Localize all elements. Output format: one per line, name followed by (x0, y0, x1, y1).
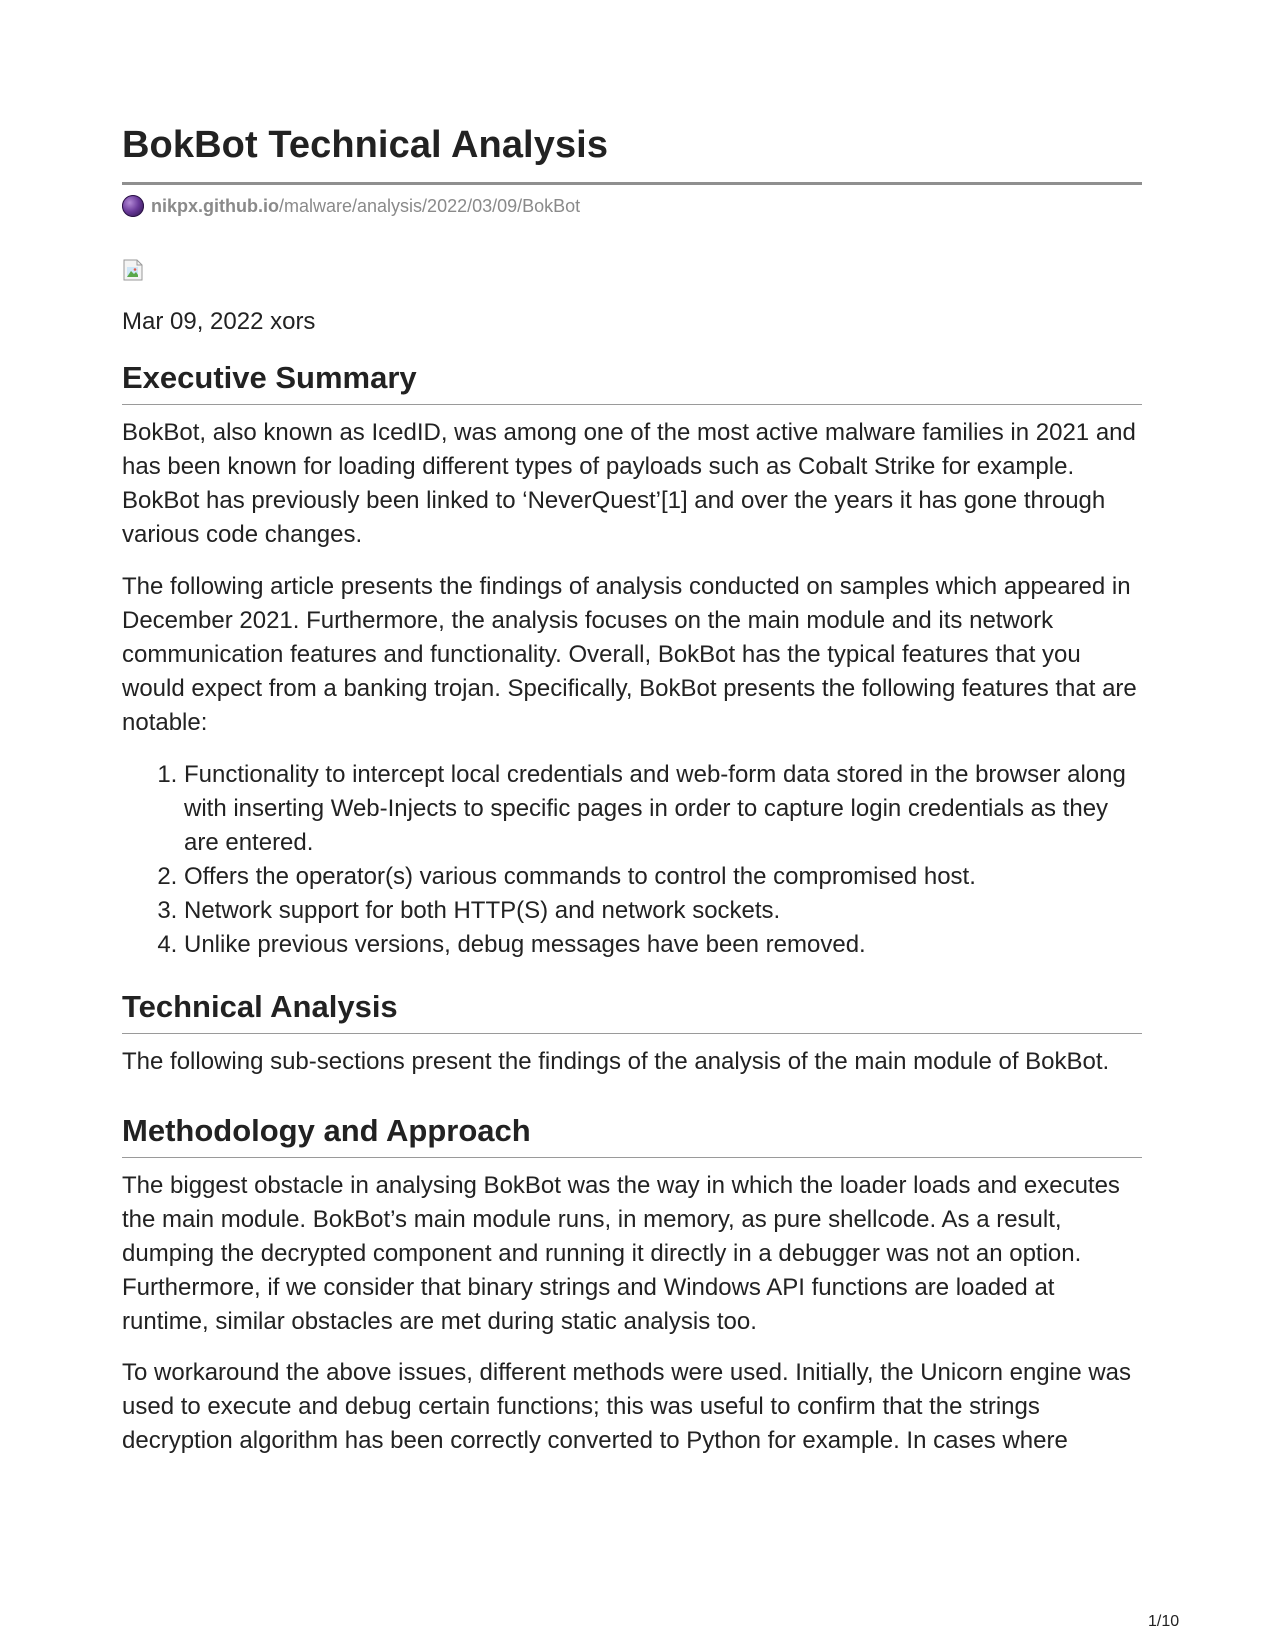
source-link[interactable] (122, 194, 580, 218)
list-item: 1. Functionality to intercept local credentials and web-form data stored in the browser along with inserting Web-Injects to specific pages in order to capture login credentials as they are entered. (184, 758, 1142, 860)
heading-methodology: Methodology and Approach (122, 1113, 531, 1148)
page-number: 1/10 (1148, 1613, 1180, 1630)
heading-executive-summary: Executive Summary (122, 360, 417, 395)
section-divider (122, 1157, 1142, 1158)
section-divider (122, 404, 1142, 405)
paragraph: The following article presents the findings of analysis conducted on samples which appeared in December 2021. Furthermore, the analysis focuses on the main module and its network communication features and functionality. Overall, BokBot has the typical features that you would expect from a banking trojan. Specifically, BokBot presents the following features that are notable: (122, 573, 1137, 736)
list-item: 4. Unlike previous versions, debug messages have been removed. (184, 928, 1142, 962)
section-divider (122, 1033, 1142, 1034)
heading-technical-analysis: Technical Analysis (122, 989, 398, 1024)
broken-image-icon (122, 258, 146, 282)
feature-list (122, 758, 1142, 962)
list-item: 3. Network support for both HTTP(S) and network sockets. (184, 894, 1142, 928)
paragraph: To workaround the above issues, different methods were used. Initially, the Unicorn engine was used to execute and debug certain functions; this was useful to confirm that the strings decryption algorithm has been correctly converted to Python for example. In cases where (122, 1359, 1132, 1454)
site-favicon-icon (122, 195, 144, 217)
list-item: 2. Offers the operator(s) various commands to control the compromised host. (184, 860, 1142, 894)
paragraph: The biggest obstacle in analysing BokBot was the way in which the loader loads and executes the main module. BokBot’s main module runs, in memory, as pure shellcode. As a result, dumping the decrypted component and running it directly in a debugger was not an option. Furthermore, if we consider that binary strings and Windows API functions are loaded at runtime, similar obstacles are met during static analysis too. (122, 1172, 1120, 1335)
source-domain: nikpx.github.io (151, 195, 279, 216)
paragraph: BokBot, also known as IcedID, was among one of the most active malware families in 2021 and has been known for loading different types of payloads such as Cobalt Strike for example. BokBot has previously been linked to ‘NeverQuest’[1] and over the years it has gone through various code changes. (122, 419, 1136, 548)
source-path: /malware/analysis/2022/03/09/BokBot (279, 195, 581, 216)
page-title: BokBot Technical Analysis (122, 124, 609, 166)
paragraph: The following sub-sections present the findings of the analysis of the main module of BokBot. (122, 1048, 1110, 1075)
title-divider (122, 182, 1142, 185)
post-byline: Mar 09, 2022 xors (122, 308, 316, 335)
